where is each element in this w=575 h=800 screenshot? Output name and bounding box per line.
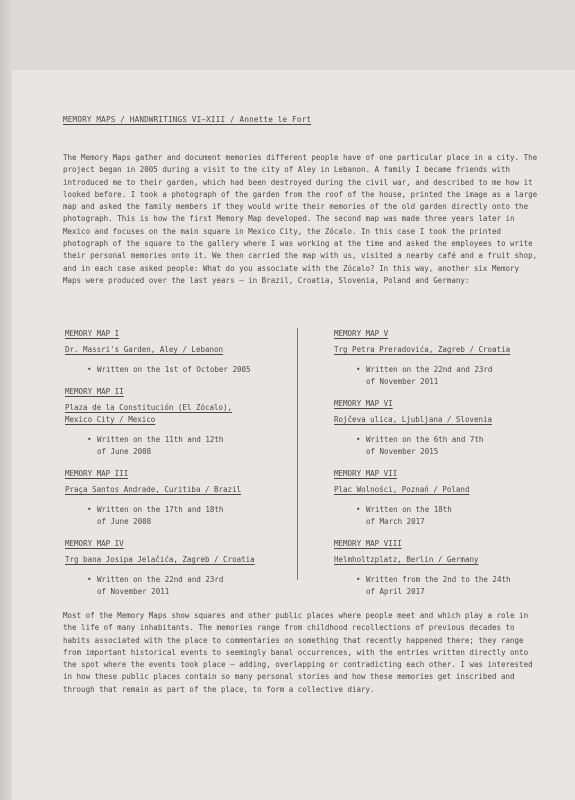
map-note [87,504,295,528]
map-note [87,364,295,376]
bullet-icon: • [356,505,361,514]
bullet-icon: • [87,575,92,584]
memory-map-entry [334,328,564,388]
memory-map-entry [334,468,564,528]
memory-map-entry [65,538,295,598]
memory-map-entry [65,386,295,458]
bullet-icon: • [356,575,361,584]
map-note-text: Written on the 11th and 12th of June 2008 [97,435,224,456]
map-label: MEMORY MAP III [65,469,129,478]
map-label: MEMORY MAP V [334,329,389,338]
map-place: Trg bana Josipa Jelačića, Zagreb / Croatia [65,555,255,564]
bullet-icon: • [87,435,92,444]
map-note [356,504,564,528]
map-place: Rojčeva ulica, Ljubljana / Slovenia [334,415,493,424]
map-note-text: Written on the 1st of October 2005 [97,365,251,374]
map-note [356,434,564,458]
map-place: Helmholtzplatz, Berlin / Germany [334,555,479,564]
memory-map-entry [65,468,295,528]
memory-map-entry [334,538,564,598]
maps-left-column [65,328,295,598]
page-shadow [0,0,12,800]
map-place: Plac Wolności, Poznań / Poland [334,485,470,494]
map-label: MEMORY MAP II [65,387,124,396]
memory-map-entry [65,328,295,376]
map-note-text: Written on the 17th and 18th of June 2008 [97,505,224,526]
map-label: MEMORY MAP VIII [334,539,402,548]
page-title: MEMORY MAPS / HANDWRITINGS VI–XIII / Annette le Fort [63,115,312,124]
bullet-icon: • [356,435,361,444]
map-note-text: Written on the 22nd and 23rd of November 2011 [366,365,493,386]
bullet-icon: • [87,365,92,374]
map-note [87,574,295,598]
map-note-text: Written from the 2nd to the 24th of April 2017 [366,575,511,596]
intro-paragraph: The Memory Maps gather and document memories different people have of one particular place in a city. The project began in 2005 during a visit to the city of Aley in Lebanon. A family I became friends with introduced me to their garden, which had been destroyed during the civil war, and described to me how it looked before. I took a photograph of the garden from the roof of the house, printed the image as a large map and asked the family members if they would write their memories of the old garden directly onto the photograph. This is how the first Memory Map developed. The second map was made three years later in Mexico and focuses on the main square in Mexico City, the Zócalo. In this case I took the printed photograph of the square to the gallery where I was working at the time and asked the employees to write their personal memories onto it. We then carried the map with us, visited a nearby café and a fruit shop, and in each case asked people: What do you associate with the Zócalo? In this way, another six Memory Maps were produced over the last years – in Brazil, Croatia, Slovenia, Poland and Germany: [63,153,538,285]
maps-right-column [334,328,564,598]
map-label: MEMORY MAP VII [334,469,398,478]
map-place: Plaza de la Constitución (El Zócalo), Mexico City / Mexico [65,403,233,424]
map-label: MEMORY MAP VI [334,399,393,408]
map-note-text: Written on the 6th and 7th of November 2015 [366,435,484,456]
closing-paragraph: Most of the Memory Maps show squares and other public places where people meet and which play a role in the life of many inhabitants. The memories range from childhood recollections of previous decades to habits associated with the place to commentaries on something that recently happened there; they range from important historical events to seemingly banal occurrences, with the entries written directly onto the spot where the events took place – adding, overlapping or contradicting each other. I was interested in how these public places contain so many personal stories and how these memories get inscribed and through that remain as part of the place, to form a collective diary. [63,611,533,694]
map-place: Trg Petra Preradovića, Zagreb / Croatia [334,345,511,354]
map-note [356,364,564,388]
map-place: Praça Santos Andrade, Curitiba / Brazil [65,485,242,494]
map-note-text: Written on the 18th of March 2017 [366,505,452,526]
map-label: MEMORY MAP IV [65,539,124,548]
map-place: Dr. Massri's Garden, Aley / Lebanon [65,345,224,354]
column-divider [297,328,298,580]
map-note-text: Written on the 22nd and 23rd of November 2011 [97,575,224,596]
memory-map-entry [334,398,564,458]
bullet-icon: • [87,505,92,514]
bullet-icon: • [356,365,361,374]
map-label: MEMORY MAP I [65,329,120,338]
map-note [87,434,295,458]
map-note [356,574,564,598]
